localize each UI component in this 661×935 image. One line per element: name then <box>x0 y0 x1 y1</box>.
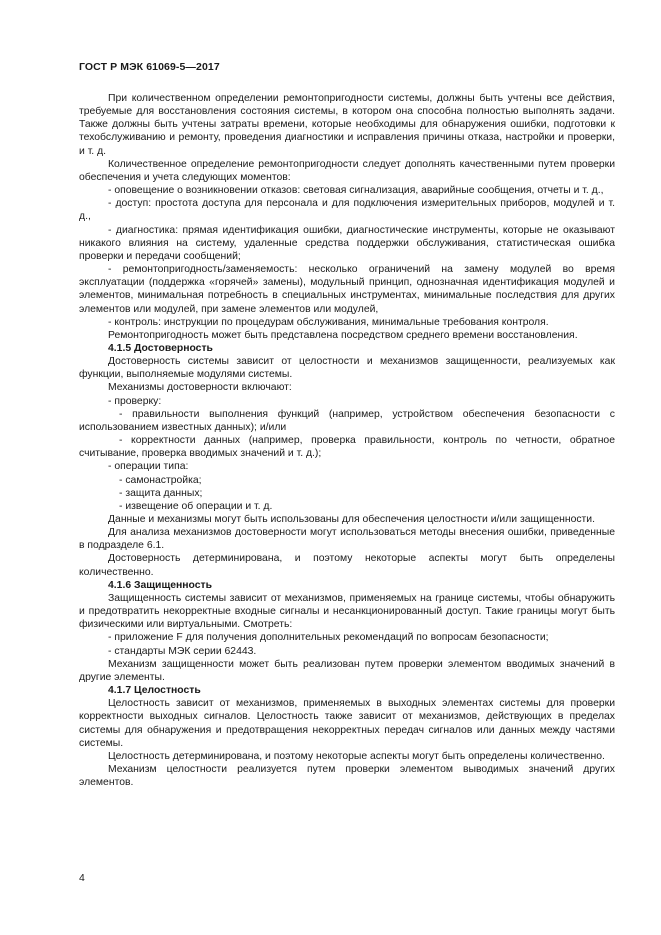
list-item: - проверку: <box>108 395 162 407</box>
list-item: - стандарты МЭК серии 62443. <box>108 645 257 657</box>
paragraph: Данные и механизмы могут быть использованы для обеспечения целостности и/или защищенности. <box>108 514 595 525</box>
list-item: - доступ: простота доступа для персонала и для подключения измерительных приборов, модулей и т. д., <box>79 198 615 223</box>
paragraph: Механизм защищенности может быть реализован путем проверки элементом вводимых значений в другие элементы. <box>79 658 615 683</box>
list-item: - операции типа: <box>108 461 189 473</box>
section-heading: 4.1.7 Целостность <box>108 685 201 697</box>
paragraph: Для анализа механизмов достоверности могут использоваться методы внесения ошибки, приведенные в подразделе 6.1. <box>79 527 615 552</box>
paragraph: Целостность детерминирована, и поэтому некоторые аспекты могут быть определены количественно. <box>108 750 605 762</box>
paragraph: Достоверность детерминирована, и поэтому некоторые аспекты могут быть определены количественно. <box>79 553 615 578</box>
sub-list-item: - защита данных; <box>119 487 203 499</box>
paragraph: Целостность зависит от механизмов, применяемых в выходных элементах системы для проверки корректности выходных сигналов. Целостность также зависит от механизмов, действующих в пределах системы для обнаружения и предотвращения некорректных передач сигналов или данных между частями системы. <box>79 698 615 749</box>
list-item: - оповещение о возникновении отказов: световая сигнализация, аварийные сообщения, отчеты и т. д., <box>108 185 604 197</box>
paragraph: Защищенность системы зависит от механизмов, применяемых на границе системы, чтобы обнаружить и предотвратить некорректные входные сигналы и несанкционированный доступ. Такие границы могут быть физическими или виртуальными. Смотреть: <box>79 592 615 631</box>
document-header: ГОСТ Р МЭК 61069-5—2017 <box>79 61 220 73</box>
list-item: - контроль: инструкции по процедурам обслуживания, минимальные требования контроля. <box>108 316 549 328</box>
paragraph: Ремонтопригодность может быть представлена посредством среднего времени восстановления. <box>108 329 578 341</box>
section-heading: 4.1.5 Достоверность <box>108 342 213 354</box>
document-body <box>79 92 615 789</box>
paragraph: Механизм целостности реализуется путем проверки элементом выводимых значений других элементов. <box>79 763 615 789</box>
list-item: - ремонтопригодность/заменяемость: несколько ограничений на замену модулей во время эксплуатации (поддержка «горячей» замены), модульный принцип, однозначная идентификация модулей и элементов, минимальная потребность в специальных инструментах, минимальные последствия для других элементов или модулей, при замене элементов или модулей, <box>79 264 615 315</box>
sub-list-item: - правильности выполнения функций (например, устройством обеспечения безопасности с использованием известных данных); и/или <box>79 408 615 433</box>
list-item: - диагностика: прямая идентификация ошибки, диагностические инструменты, которые не оказывают никакого влияния на систему, удаленные средства поддержки обслуживания, статистическая ошибка проверки и передачи сообщений; <box>79 224 615 262</box>
paragraph: При количественном определении ремонтопригодности системы, должны быть учтены все действия, требуемые для восстановления состояния системы, в котором она способна полностью выполнять задачи. Также должны быть учтены затраты времени, которые необходимы для обнаружения ошибки, подготовки к техобслуживанию и ремонту, проведения диагностики и исправления причины отказа, настройки и проверки, и т. д. <box>79 93 615 157</box>
sub-list-item: - корректности данных (например, проверка правильности, контроль по четности, обратное считывание, проверка вводимых значений и т. д.); <box>79 435 615 460</box>
sub-list-item: - самонастройка; <box>119 474 202 486</box>
section-heading: 4.1.6 Защищенность <box>108 579 213 591</box>
paragraph: Количественное определение ремонтопригодности следует дополнять качественными путем проверки обеспечения и учета следующих моментов: <box>79 158 615 183</box>
sub-list-item: - извещение об операции и т. д. <box>119 500 273 512</box>
page-number: 4 <box>79 873 85 884</box>
list-item: - приложение F для получения дополнительных рекомендаций по вопросам безопасности; <box>108 632 549 644</box>
paragraph: Достоверность системы зависит от целостности и механизмов защищенности, реализуемых как функции, выполняемые модулями системы. <box>79 356 615 381</box>
paragraph: Механизмы достоверности включают: <box>108 382 292 394</box>
